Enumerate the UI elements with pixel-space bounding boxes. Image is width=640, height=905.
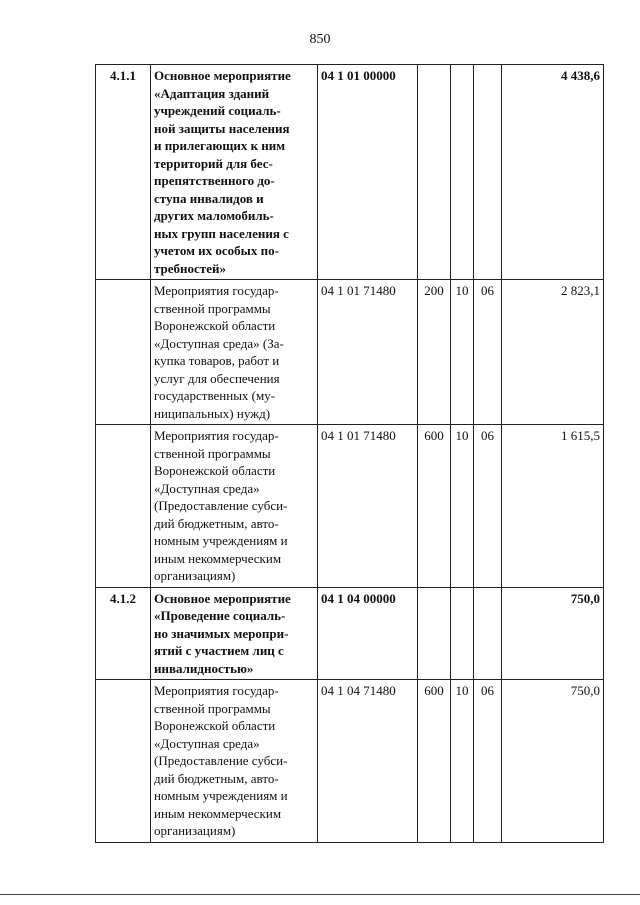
description-line: «Адаптация зданий [154,85,270,101]
row-description [151,587,318,680]
row-expense-type: 200 [418,280,451,425]
description-line: Мероприятия государ- [154,283,279,298]
row-description [151,65,318,280]
description-line: ниципальных) нужд) [154,405,271,421]
description-line: Основное мероприятие [154,590,291,606]
description-line: Мероприятия государ- [154,683,279,698]
row-expense-type [418,587,451,680]
description-line: ступа инвалидов и [154,190,264,206]
row-amount: 750,0 [502,587,604,680]
row-section: 10 [451,680,474,843]
description-line: «Доступная среда» [154,480,260,496]
row-amount: 2 823,1 [502,280,604,425]
description-line: других маломобиль- [154,208,274,223]
row-amount: 750,0 [502,680,604,843]
page-number: 850 [309,32,331,47]
description-line: ственной программы [154,700,271,716]
row-description [151,680,318,843]
description-line: и прилегающих к ним [154,138,286,153]
description-line: инвалидностью» [154,660,254,676]
row-number: 4.1.2 [96,587,151,680]
row-subsection: 06 [474,680,502,843]
description-line: ственной программы [154,445,271,461]
row-amount: 1 615,5 [502,425,604,588]
row-code: 04 1 01 71480 [318,280,418,425]
row-subsection [474,587,502,680]
table-body [96,65,604,843]
description-line: но значимых меропри- [154,625,289,641]
row-code: 04 1 01 71480 [318,425,418,588]
description-line: территорий для бес- [154,155,273,171]
row-section: 10 [451,280,474,425]
description-line: иным некоммерческим [154,805,282,821]
description-line: Воронежской области [154,718,276,733]
description-line: ятий с участием лиц с [154,643,284,658]
description-line: требностей» [154,260,226,276]
description-line: иным некоммерческим [154,550,282,566]
description-line: (Предоставление субси- [154,753,288,768]
table-row [96,280,604,425]
row-subsection [474,65,502,280]
row-number [96,280,151,425]
row-subsection: 06 [474,425,502,588]
table-row [96,680,604,843]
row-number [96,425,151,588]
description-line: номным учреждениям и [154,788,288,803]
row-section [451,65,474,280]
table-row [96,65,604,280]
page-bottom-rule [0,894,640,895]
description-line: купка товаров, работ и [154,353,280,368]
table-row [96,587,604,680]
description-line: «Проведение социаль- [154,608,286,623]
description-line: дий бюджетным, авто- [154,770,279,786]
row-expense-type: 600 [418,425,451,588]
row-number: 4.1.1 [96,65,151,280]
row-number [96,680,151,843]
description-line: номным учреждениям и [154,533,288,548]
description-line: услуг для обеспечения [154,370,280,386]
row-code: 04 1 04 71480 [318,680,418,843]
description-line: учетом их особых по- [154,243,279,258]
description-line: препятственного до- [154,173,275,188]
table-row [96,425,604,588]
row-expense-type [418,65,451,280]
description-line: Мероприятия государ- [154,428,279,443]
description-line: «Доступная среда» (За- [154,335,284,351]
row-expense-type: 600 [418,680,451,843]
description-line: ственной программы [154,300,271,316]
row-subsection: 06 [474,280,502,425]
description-line: государственных (му- [154,388,276,403]
description-line: «Доступная среда» [154,735,260,751]
description-line: Воронежской области [154,318,276,333]
description-line: (Предоставление субси- [154,498,288,513]
description-line: ной защиты населения [154,120,290,136]
row-amount: 4 438,6 [502,65,604,280]
description-line: Основное мероприятие [154,68,291,83]
description-line: ных групп населения с [154,225,289,241]
row-section: 10 [451,425,474,588]
description-line: учреждений социаль- [154,103,281,118]
description-line: дий бюджетным, авто- [154,515,279,531]
row-description [151,425,318,588]
row-description [151,280,318,425]
row-code: 04 1 04 00000 [318,587,418,680]
row-section [451,587,474,680]
description-line: организациям) [154,823,236,838]
description-line: Воронежской области [154,463,276,478]
row-code: 04 1 01 00000 [318,65,418,280]
budget-table [95,64,604,843]
description-line: организациям) [154,568,236,583]
